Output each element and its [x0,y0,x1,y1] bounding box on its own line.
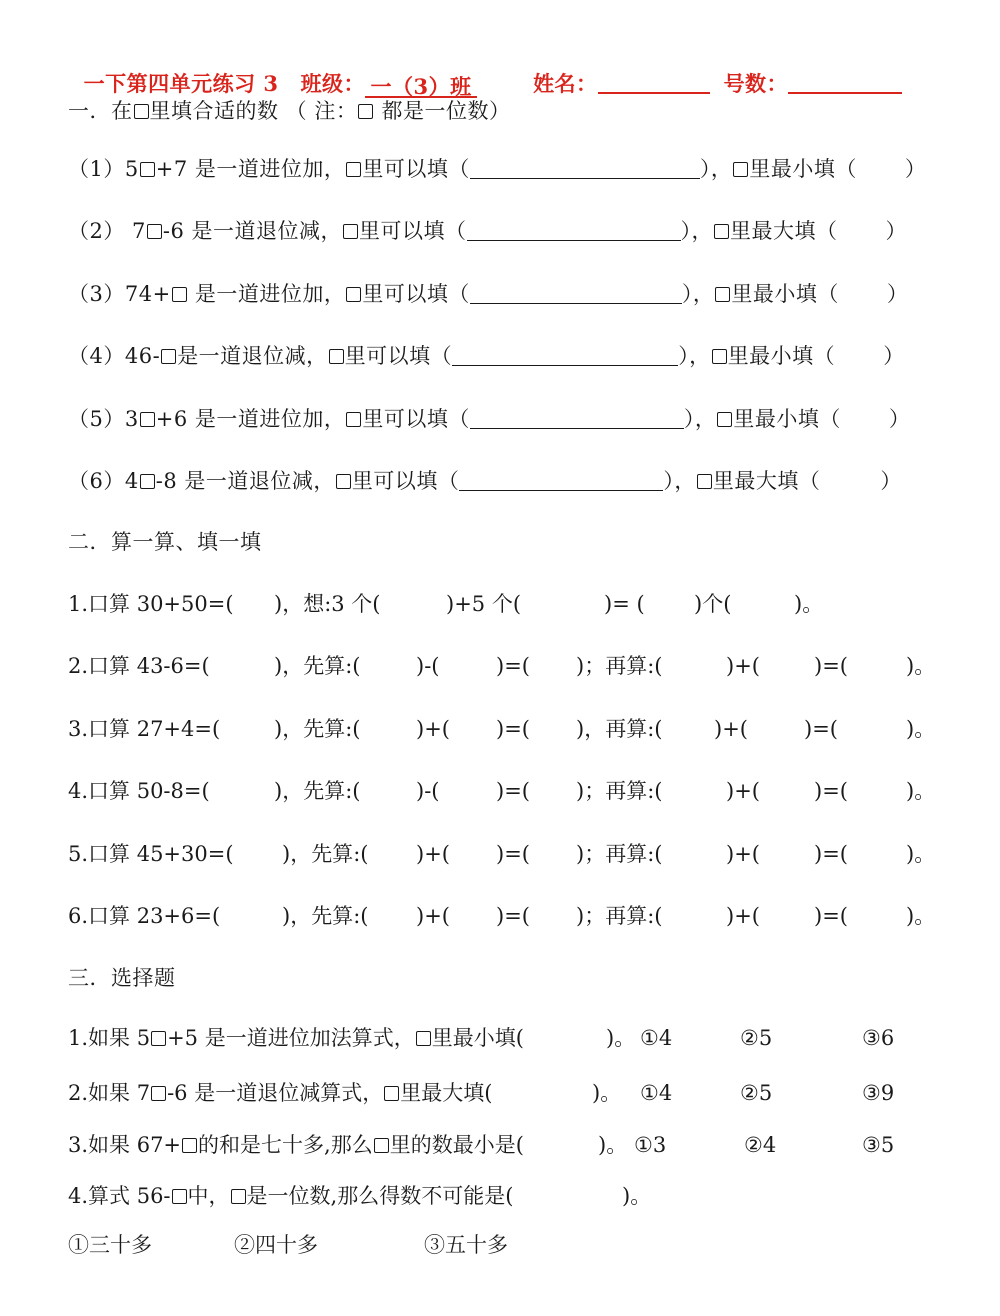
part1-row-3: （3）74+ 是一道进位加， 里可以填（ ）， 里最小填（ ） [68,282,909,306]
answer-blank[interactable] [470,283,682,304]
square-icon [384,1086,399,1101]
square-icon [172,1189,187,1204]
square-icon [151,1031,166,1046]
part1-row-4: （4）46- 是一道退位减， 里可以填（ ）， 里最小填（ ） [68,344,905,368]
option-3[interactable]: ③6 [862,1026,895,1050]
section-1-heading: 一．在 里填合适的数 （ 注： 都是一位数） [68,99,511,123]
square-icon [182,1138,197,1153]
square-icon [715,287,730,302]
class-field[interactable] [365,76,477,98]
section-2-heading: 二．算一算、填一填 [68,530,262,554]
option-2[interactable]: ②5 [740,1081,773,1105]
name-label: 姓名： [533,71,598,96]
square-icon [161,349,176,364]
option-1[interactable]: ①4 [640,1081,673,1105]
part1-row-2: （2） 7 -6 是一道退位减， 里可以填（ ）， 里最大填（ ） [68,219,908,243]
square-icon [140,474,155,489]
square-icon [346,412,361,427]
square-icon [358,104,373,119]
option-1[interactable]: ①4 [640,1026,673,1050]
square-icon [140,162,155,177]
answer-blank[interactable] [467,220,681,241]
square-icon [147,224,162,239]
square-icon [712,349,727,364]
option-2[interactable]: ②4 [744,1133,777,1157]
option-3[interactable]: ③9 [862,1081,895,1105]
option-2[interactable]: ②5 [740,1026,773,1050]
square-icon [346,162,361,177]
part1-row-5: （5）3 +6 是一道进位加， 里可以填（ ）， 里最小填（ ） [68,407,911,431]
square-icon [140,412,155,427]
square-icon [172,287,187,302]
square-icon [717,412,732,427]
name-field[interactable] [598,72,710,94]
square-icon [329,349,344,364]
square-icon [416,1031,431,1046]
answer-blank[interactable] [470,408,684,429]
square-icon [733,162,748,177]
worksheet-title: 一下第四单元练习 3 [83,71,279,96]
class-label: 班级： [300,71,366,96]
square-icon [134,104,149,119]
answer-blank[interactable] [459,470,663,491]
square-icon [231,1189,246,1204]
answer-blank[interactable] [452,345,678,366]
number-field[interactable] [788,72,902,94]
square-icon [697,474,712,489]
answer-blank[interactable] [470,158,700,179]
option-2[interactable]: ②四十多 [234,1233,318,1257]
section-3-heading: 三．选择题 [68,966,176,990]
square-icon [346,287,361,302]
square-icon [343,224,358,239]
part1-row-6: （6）4 -8 是一道退位减， 里可以填（ ）， 里最大填（ ） [68,469,902,493]
option-3[interactable]: ③5 [862,1133,895,1157]
option-3[interactable]: ③五十多 [424,1233,508,1257]
square-icon [151,1086,166,1101]
square-icon [336,474,351,489]
option-1[interactable]: ①3 [634,1133,667,1157]
option-1[interactable]: ①三十多 [68,1233,152,1257]
part1-row-1: （1）5 +7 是一道进位加， 里可以填（ ）， 里最小填（ ） [68,157,927,181]
worksheet-header [68,51,902,98]
square-icon [374,1138,389,1153]
number-label: 号数： [723,71,789,96]
square-icon [714,224,729,239]
class-value: 一（3）班 [370,74,472,99]
